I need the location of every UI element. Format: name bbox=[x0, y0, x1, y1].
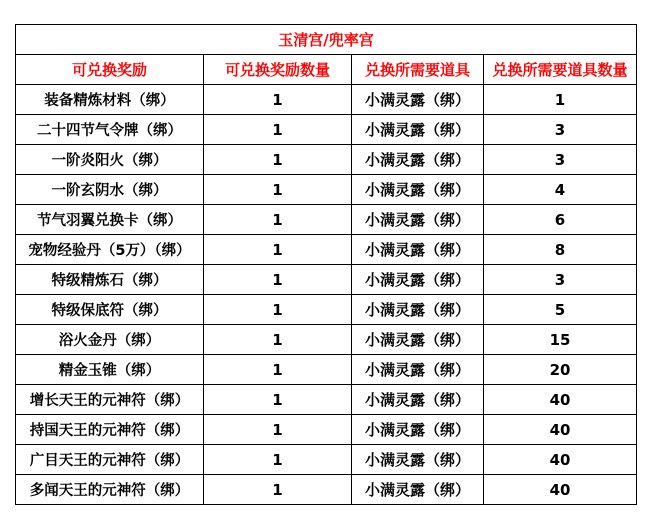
required-qty-cell: 3 bbox=[484, 265, 637, 295]
required-item-cell: 小满灵露（绑） bbox=[352, 475, 484, 505]
reward-qty-cell: 1 bbox=[204, 115, 352, 145]
reward-cell: 特级保底符（绑） bbox=[16, 295, 204, 325]
reward-qty-cell: 1 bbox=[204, 415, 352, 445]
required-item-cell: 小满灵露（绑） bbox=[352, 445, 484, 475]
required-qty-cell: 4 bbox=[484, 175, 637, 205]
required-item-cell: 小满灵露（绑） bbox=[352, 355, 484, 385]
exchange-table-container bbox=[15, 24, 636, 505]
reward-cell: 特级精炼石（绑） bbox=[16, 265, 204, 295]
reward-qty-cell: 1 bbox=[204, 295, 352, 325]
reward-cell: 宠物经验丹（5万）（绑） bbox=[16, 235, 204, 265]
reward-cell: 精金玉锥（绑） bbox=[16, 355, 204, 385]
required-item-cell: 小满灵露（绑） bbox=[352, 295, 484, 325]
reward-qty-cell: 1 bbox=[204, 145, 352, 175]
table-title-row bbox=[16, 25, 637, 55]
table-row bbox=[16, 235, 637, 265]
table-row bbox=[16, 175, 637, 205]
reward-qty-cell: 1 bbox=[204, 445, 352, 475]
header-required-qty: 兑换所需要道具数量 bbox=[484, 55, 637, 85]
required-item-cell: 小满灵露（绑） bbox=[352, 265, 484, 295]
reward-qty-cell: 1 bbox=[204, 175, 352, 205]
reward-qty-cell: 1 bbox=[204, 85, 352, 115]
required-qty-cell: 40 bbox=[484, 415, 637, 445]
reward-cell: 广目天王的元神符（绑） bbox=[16, 445, 204, 475]
table-row bbox=[16, 145, 637, 175]
reward-qty-cell: 1 bbox=[204, 385, 352, 415]
table-row bbox=[16, 85, 637, 115]
reward-cell: 二十四节气令牌（绑） bbox=[16, 115, 204, 145]
header-reward-qty: 可兑换奖励数量 bbox=[204, 55, 352, 85]
table-row bbox=[16, 205, 637, 235]
required-qty-cell: 40 bbox=[484, 445, 637, 475]
required-item-cell: 小满灵露（绑） bbox=[352, 385, 484, 415]
required-qty-cell: 3 bbox=[484, 145, 637, 175]
reward-qty-cell: 1 bbox=[204, 265, 352, 295]
reward-qty-cell: 1 bbox=[204, 235, 352, 265]
reward-cell: 节气羽翼兑换卡（绑） bbox=[16, 205, 204, 235]
table-title: 玉清宫/兜率宫 bbox=[16, 25, 637, 55]
table-row bbox=[16, 325, 637, 355]
reward-cell: 一阶玄阴水（绑） bbox=[16, 175, 204, 205]
required-qty-cell: 15 bbox=[484, 325, 637, 355]
required-qty-cell: 8 bbox=[484, 235, 637, 265]
table-row bbox=[16, 265, 637, 295]
table-row bbox=[16, 415, 637, 445]
required-qty-cell: 20 bbox=[484, 355, 637, 385]
reward-cell: 一阶炎阳火（绑） bbox=[16, 145, 204, 175]
reward-qty-cell: 1 bbox=[204, 325, 352, 355]
header-required-item: 兑换所需要道具 bbox=[352, 55, 484, 85]
reward-cell: 浴火金丹（绑） bbox=[16, 325, 204, 355]
reward-qty-cell: 1 bbox=[204, 355, 352, 385]
required-qty-cell: 5 bbox=[484, 295, 637, 325]
required-qty-cell: 6 bbox=[484, 205, 637, 235]
required-item-cell: 小满灵露（绑） bbox=[352, 145, 484, 175]
table-row bbox=[16, 385, 637, 415]
required-item-cell: 小满灵露（绑） bbox=[352, 115, 484, 145]
required-item-cell: 小满灵露（绑） bbox=[352, 325, 484, 355]
required-item-cell: 小满灵露（绑） bbox=[352, 175, 484, 205]
required-item-cell: 小满灵露（绑） bbox=[352, 85, 484, 115]
table-header-row bbox=[16, 55, 637, 85]
required-qty-cell: 40 bbox=[484, 385, 637, 415]
reward-qty-cell: 1 bbox=[204, 475, 352, 505]
table-row bbox=[16, 295, 637, 325]
required-item-cell: 小满灵露（绑） bbox=[352, 415, 484, 445]
reward-cell: 持国天王的元神符（绑） bbox=[16, 415, 204, 445]
required-qty-cell: 1 bbox=[484, 85, 637, 115]
required-qty-cell: 40 bbox=[484, 475, 637, 505]
table-row bbox=[16, 475, 637, 505]
header-reward: 可兑换奖励 bbox=[16, 55, 204, 85]
exchange-table bbox=[15, 24, 637, 505]
required-item-cell: 小满灵露（绑） bbox=[352, 205, 484, 235]
required-item-cell: 小满灵露（绑） bbox=[352, 235, 484, 265]
table-row bbox=[16, 115, 637, 145]
reward-cell: 装备精炼材料（绑） bbox=[16, 85, 204, 115]
reward-cell: 多闻天王的元神符（绑） bbox=[16, 475, 204, 505]
required-qty-cell: 3 bbox=[484, 115, 637, 145]
table-row bbox=[16, 445, 637, 475]
reward-qty-cell: 1 bbox=[204, 205, 352, 235]
reward-cell: 增长天王的元神符（绑） bbox=[16, 385, 204, 415]
table-row bbox=[16, 355, 637, 385]
